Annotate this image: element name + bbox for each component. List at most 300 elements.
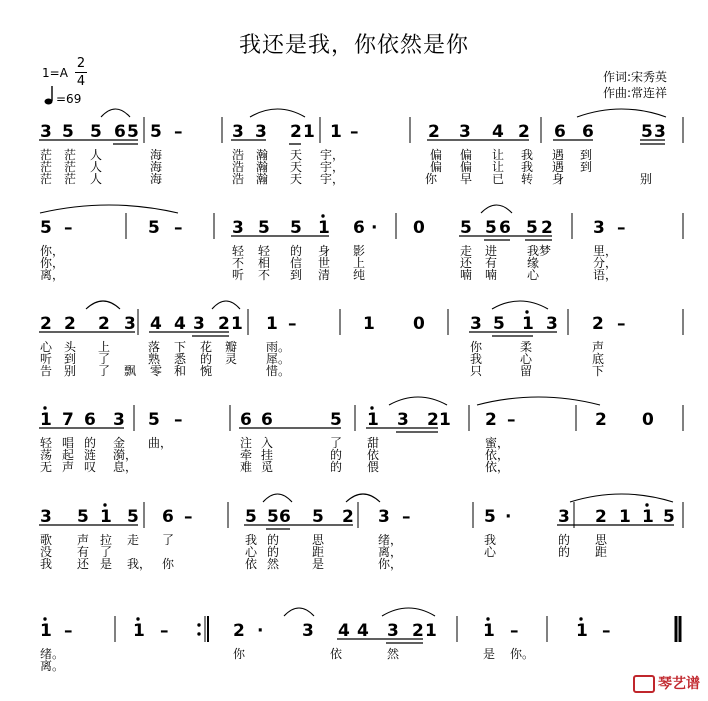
note: 0 bbox=[642, 410, 654, 430]
lyric-char: 走 bbox=[460, 244, 473, 258]
slur bbox=[250, 109, 305, 117]
note: 6 bbox=[554, 122, 566, 142]
lyric-char: 转 bbox=[521, 172, 534, 186]
note: · bbox=[371, 218, 378, 238]
note: 3 bbox=[40, 507, 52, 527]
lyric-char: 到 bbox=[64, 352, 77, 366]
lyric-char: 底 bbox=[592, 352, 605, 366]
note: – bbox=[617, 314, 626, 334]
lyric-char: 不 bbox=[258, 268, 271, 282]
lyric-char: 海 bbox=[150, 172, 163, 186]
lyric-char: 曲， bbox=[148, 436, 173, 450]
note: 1 bbox=[100, 507, 112, 527]
slur bbox=[346, 494, 380, 502]
lyric-char: 了 bbox=[330, 436, 343, 450]
note: 6 bbox=[499, 218, 511, 238]
lyric-char: 声 bbox=[77, 533, 90, 547]
lyric-char: 相 bbox=[258, 256, 271, 270]
lyric-char: 熟 bbox=[148, 352, 161, 366]
note: 5 bbox=[148, 218, 160, 238]
note: 3 bbox=[654, 122, 666, 142]
note: 5 bbox=[663, 507, 675, 527]
lyric-char: 让 bbox=[492, 148, 505, 162]
note: 2 bbox=[412, 621, 424, 641]
note: 5 bbox=[62, 122, 74, 142]
lyric-char: 世 bbox=[318, 256, 331, 270]
lyric-char: 影 bbox=[353, 244, 366, 258]
lyric-char: 你 bbox=[470, 340, 483, 354]
note: 6 bbox=[114, 122, 126, 142]
lyric-char: 雨。 bbox=[266, 340, 291, 354]
lyric-char: 浩 bbox=[232, 148, 245, 162]
lyric-char: 的 bbox=[330, 460, 343, 474]
note: 4 bbox=[150, 314, 162, 334]
lyric-char: 茫 bbox=[64, 172, 77, 186]
note: 3 bbox=[113, 410, 125, 430]
note: 5 bbox=[312, 507, 324, 527]
lyric-char: 的 bbox=[267, 545, 280, 559]
time-signature-bottom: 4 bbox=[76, 74, 86, 89]
note: 2 bbox=[290, 122, 302, 142]
lyric-char: 人 bbox=[90, 172, 103, 186]
note: 5 bbox=[258, 218, 270, 238]
note: 1 bbox=[231, 314, 243, 334]
note: 2 bbox=[595, 507, 607, 527]
note: 2 bbox=[428, 122, 440, 142]
lyric-char: 你 bbox=[425, 172, 438, 186]
lyric-char: 没 bbox=[40, 545, 53, 559]
lyric-char: 我， bbox=[127, 557, 152, 571]
lyric-char: 依 bbox=[245, 557, 258, 571]
slur bbox=[284, 608, 314, 616]
lyric-char: 是 bbox=[312, 557, 325, 571]
lyric-char: 瓣 bbox=[225, 340, 238, 354]
note: 5 bbox=[290, 218, 302, 238]
note: – bbox=[602, 621, 611, 641]
lyric-char: 惜。 bbox=[266, 364, 291, 378]
lyric-char: 依 bbox=[330, 647, 343, 661]
note: 2 bbox=[541, 218, 553, 238]
lyric-char: 心 bbox=[484, 545, 497, 559]
note: 1 bbox=[330, 122, 342, 142]
lyric-char: 偏 bbox=[430, 148, 443, 162]
composer-credit: 作曲:常连祥 bbox=[603, 86, 668, 100]
slur bbox=[577, 109, 666, 117]
lyric-char: 还 bbox=[460, 256, 473, 270]
lyric-char: 声 bbox=[62, 460, 75, 474]
note: 6 bbox=[279, 507, 291, 527]
lyric-char: 飘 bbox=[124, 364, 137, 378]
lyric-char: 让 bbox=[492, 160, 505, 174]
lyric-char: 我 bbox=[470, 352, 483, 366]
lyric-char: 息， bbox=[113, 460, 138, 474]
note: 5 bbox=[127, 507, 139, 527]
lyric-char: 喃 bbox=[460, 268, 473, 282]
lyric-char: 惋 bbox=[200, 364, 213, 378]
note: 5 bbox=[526, 218, 538, 238]
lyric-char: 了 bbox=[98, 352, 111, 366]
lyric-char: 叹 bbox=[84, 460, 97, 474]
note: 5 bbox=[90, 122, 102, 142]
lyric-char: 距 bbox=[312, 545, 325, 559]
note: – bbox=[174, 218, 183, 238]
lyric-char: 偏 bbox=[430, 160, 443, 174]
note: 5 bbox=[493, 314, 505, 334]
lyric-char: 海 bbox=[150, 148, 163, 162]
octave-dot bbox=[645, 503, 648, 506]
lyric-char: 还 bbox=[77, 557, 90, 571]
note: 5 bbox=[484, 507, 496, 527]
lyric-char: 甜 bbox=[367, 436, 380, 450]
lyric-char: 和 bbox=[174, 364, 187, 378]
note: 1 bbox=[133, 621, 145, 641]
octave-dot bbox=[136, 617, 139, 620]
lyric-char: 遇 bbox=[552, 160, 565, 174]
lyric-char: 已 bbox=[492, 172, 505, 186]
note: – bbox=[64, 621, 73, 641]
note: 5 bbox=[460, 218, 472, 238]
lyric-char: 绪。 bbox=[40, 647, 65, 661]
lyric-char: 漪， bbox=[113, 448, 138, 462]
note: 1 bbox=[367, 410, 379, 430]
octave-dot bbox=[103, 503, 106, 506]
lyric-char: 轻 bbox=[258, 244, 271, 258]
note: 4 bbox=[492, 122, 504, 142]
note: – bbox=[160, 621, 169, 641]
octave-dot bbox=[579, 617, 582, 620]
lyric-char: 是 bbox=[483, 647, 496, 661]
note: 1 bbox=[619, 507, 631, 527]
lyric-char: 金 bbox=[113, 436, 126, 450]
lyric-char: 下 bbox=[174, 340, 187, 354]
lyric-char: 荡 bbox=[40, 448, 53, 462]
note: 3 bbox=[470, 314, 482, 334]
lyric-char: 心 bbox=[245, 545, 258, 559]
lyric-char: 瀚 bbox=[256, 172, 269, 186]
lyric-char: 到 bbox=[290, 268, 303, 282]
note: 1 bbox=[40, 621, 52, 641]
lyric-char: 清 bbox=[318, 268, 331, 282]
lyric-char: 别 bbox=[640, 172, 653, 186]
lyric-char: 蜜， bbox=[485, 436, 510, 450]
note: 0 bbox=[413, 218, 425, 238]
lyric-char: 然 bbox=[387, 647, 400, 661]
lyric-char: 我 bbox=[521, 148, 534, 162]
lyric-char: 有 bbox=[485, 256, 498, 270]
song-title: 我还是我，你依然是你 bbox=[238, 33, 469, 58]
lyric-char: 难 bbox=[240, 460, 253, 474]
lyric-char: 瀚 bbox=[256, 160, 269, 174]
lyric-char: 身 bbox=[318, 244, 331, 258]
note: 2 bbox=[98, 314, 110, 334]
time-signature-top: 2 bbox=[76, 56, 86, 71]
note: 2 bbox=[218, 314, 230, 334]
lyric-char: 离， bbox=[40, 268, 65, 282]
lyric-char: 你 bbox=[233, 647, 246, 661]
lyric-char: 思 bbox=[595, 533, 608, 547]
lyric-char: 犀。 bbox=[266, 352, 291, 366]
lyric-char: 遇 bbox=[552, 148, 565, 162]
lyric-char: 我 bbox=[245, 533, 258, 547]
slur bbox=[86, 301, 120, 309]
lyric-char: 告 bbox=[40, 364, 53, 378]
note: 5 bbox=[77, 507, 89, 527]
lyric-char: 身 bbox=[552, 172, 565, 186]
slur bbox=[263, 494, 292, 502]
note: 1 bbox=[576, 621, 588, 641]
note: 1 bbox=[363, 314, 375, 334]
lyric-char: 的 bbox=[558, 545, 571, 559]
note: 3 bbox=[593, 218, 605, 238]
note: 3 bbox=[558, 507, 570, 527]
lyric-char: 浩 bbox=[232, 172, 245, 186]
lyric-char: 离， bbox=[378, 545, 403, 559]
note: 6 bbox=[353, 218, 365, 238]
note: – bbox=[402, 507, 411, 527]
slur bbox=[101, 109, 130, 117]
note: 4 bbox=[338, 621, 350, 641]
slur bbox=[389, 397, 447, 405]
lyric-char: 茫 bbox=[64, 160, 77, 174]
note: 3 bbox=[40, 122, 52, 142]
lyric-char: 我 bbox=[40, 557, 53, 571]
lyric-char: 我梦 bbox=[527, 244, 552, 258]
note: 5 bbox=[330, 410, 342, 430]
note: 6 bbox=[261, 410, 273, 430]
note: 2 bbox=[233, 621, 245, 641]
note: 1 bbox=[642, 507, 654, 527]
note: 3 bbox=[397, 410, 409, 430]
lyric-char: 声 bbox=[592, 340, 605, 354]
note: 3 bbox=[232, 122, 244, 142]
octave-dot bbox=[43, 406, 46, 409]
lyric-char: 瀚 bbox=[256, 148, 269, 162]
lyric-char: 信 bbox=[290, 256, 303, 270]
lyric-char: 纯 bbox=[353, 268, 366, 282]
logo-icon bbox=[633, 675, 655, 693]
key-signature: 1=A bbox=[42, 66, 68, 80]
lyric-char: 拉 bbox=[100, 533, 113, 547]
note: 2 bbox=[342, 507, 354, 527]
note: 1 bbox=[40, 410, 52, 430]
lyric-char: 绪， bbox=[378, 533, 403, 547]
note: 3 bbox=[124, 314, 136, 334]
note: 2 bbox=[485, 410, 497, 430]
lyric-char: 距 bbox=[595, 545, 608, 559]
note: 2 bbox=[592, 314, 604, 334]
note: – bbox=[64, 218, 73, 238]
lyric-char: 到 bbox=[580, 148, 593, 162]
note: 6 bbox=[240, 410, 252, 430]
note: – bbox=[288, 314, 297, 334]
lyric-char: 你 bbox=[162, 557, 175, 571]
note: 0 bbox=[413, 314, 425, 334]
lyric-char: 我 bbox=[484, 533, 497, 547]
lyricist-credit: 作词:宋秀英 bbox=[603, 70, 668, 84]
lyric-char: 然 bbox=[267, 557, 280, 571]
note: 1 bbox=[318, 218, 330, 238]
lyric-char: 的 bbox=[200, 352, 213, 366]
slur bbox=[212, 301, 240, 309]
note: 1 bbox=[522, 314, 534, 334]
note: 3 bbox=[387, 621, 399, 641]
note: – bbox=[510, 621, 519, 641]
lyric-char: 唱 bbox=[62, 436, 75, 450]
lyric-char: 偏 bbox=[460, 148, 473, 162]
note: 5 bbox=[245, 507, 257, 527]
lyric-char: 心 bbox=[527, 268, 540, 282]
octave-dot bbox=[321, 214, 324, 217]
lyric-char: 心 bbox=[520, 352, 533, 366]
note: 1 bbox=[266, 314, 278, 334]
note: 1 bbox=[439, 410, 451, 430]
note: 3 bbox=[546, 314, 558, 334]
slur bbox=[570, 494, 673, 502]
note: 2 bbox=[40, 314, 52, 334]
lyric-char: 你。 bbox=[510, 647, 535, 661]
lyric-char: 天 bbox=[290, 160, 303, 174]
note: 3 bbox=[378, 507, 390, 527]
lyric-char: 悉 bbox=[174, 352, 187, 366]
lyric-char: 无 bbox=[40, 460, 53, 474]
note: 2 bbox=[518, 122, 530, 142]
repeat-dot bbox=[197, 632, 200, 635]
lyric-char: 下 bbox=[592, 364, 605, 378]
lyric-char: 是 bbox=[100, 557, 113, 571]
note: 4 bbox=[357, 621, 369, 641]
note: – bbox=[174, 410, 183, 430]
lyric-char: 喃 bbox=[485, 268, 498, 282]
slur bbox=[481, 205, 512, 213]
note: 7 bbox=[62, 410, 74, 430]
note: 5 bbox=[485, 218, 497, 238]
note: 5 bbox=[148, 410, 160, 430]
lyric-char: 头 bbox=[64, 340, 77, 354]
lyric-char: 轻 bbox=[40, 436, 53, 450]
note: 5 bbox=[127, 122, 139, 142]
lyric-char: 牵 bbox=[240, 448, 253, 462]
lyric-char: 灵 bbox=[225, 352, 238, 366]
tempo-value: =69 bbox=[56, 92, 82, 106]
lyric-char: 依， bbox=[485, 460, 510, 474]
lyric-char: 缘 bbox=[527, 256, 540, 270]
lyric-char: 里， bbox=[593, 244, 618, 258]
slur bbox=[40, 205, 178, 213]
lyric-char: 的 bbox=[84, 436, 97, 450]
lyric-char: 上 bbox=[98, 340, 111, 354]
lyric-char: 心 bbox=[40, 340, 53, 354]
lyric-char: 起 bbox=[62, 448, 75, 462]
lyric-char: 依， bbox=[485, 448, 510, 462]
lyric-char: 歌 bbox=[40, 533, 53, 547]
lyric-char: 到 bbox=[580, 160, 593, 174]
lyric-char: 你， bbox=[40, 256, 65, 270]
lyric-char: 留 bbox=[520, 364, 533, 378]
lyric-char: 茫 bbox=[40, 160, 53, 174]
lyric-char: 了 bbox=[162, 533, 175, 547]
lyric-char: 只 bbox=[470, 364, 483, 378]
lyric-char: 茫 bbox=[64, 148, 77, 162]
lyric-char: 分， bbox=[593, 256, 618, 270]
note: – bbox=[617, 218, 626, 238]
lyric-char: 茫 bbox=[40, 172, 53, 186]
note: 1 bbox=[483, 621, 495, 641]
lyric-char: 依 bbox=[367, 448, 380, 462]
lyric-char: 思 bbox=[312, 533, 325, 547]
note: 5 bbox=[150, 122, 162, 142]
watermark-logo bbox=[633, 673, 700, 693]
watermark-text: 琴艺谱 bbox=[658, 676, 700, 692]
note: 2 bbox=[595, 410, 607, 430]
lyric-char: 落 bbox=[148, 340, 161, 354]
lyric-char: 你， bbox=[378, 557, 403, 571]
lyric-char: 进 bbox=[485, 244, 498, 258]
slur bbox=[382, 608, 435, 616]
note: 5 bbox=[641, 122, 653, 142]
note: 3 bbox=[193, 314, 205, 334]
lyric-char: 花 bbox=[200, 340, 213, 354]
lyric-char: 的 bbox=[330, 448, 343, 462]
slur bbox=[477, 397, 600, 405]
note: · bbox=[505, 507, 512, 527]
note: 3 bbox=[255, 122, 267, 142]
lyric-char: 挂 bbox=[261, 448, 274, 462]
octave-dot bbox=[525, 310, 528, 313]
lyric-char: 上 bbox=[353, 256, 366, 270]
lyric-char: 你， bbox=[40, 244, 65, 258]
lyric-char: 天 bbox=[290, 172, 303, 186]
note: 6 bbox=[582, 122, 594, 142]
note: – bbox=[174, 122, 183, 142]
lyric-char: 的 bbox=[267, 533, 280, 547]
note: – bbox=[350, 122, 359, 142]
note: – bbox=[507, 410, 516, 430]
lyric-char: 浩 bbox=[232, 160, 245, 174]
lyric-char: 有 bbox=[77, 545, 90, 559]
note: · bbox=[257, 621, 264, 641]
lyric-char: 我 bbox=[521, 160, 534, 174]
note: 3 bbox=[302, 621, 314, 641]
lyric-char: 别 bbox=[64, 364, 77, 378]
lyric-char: 人 bbox=[90, 148, 103, 162]
note: 2 bbox=[64, 314, 76, 334]
octave-dot bbox=[43, 617, 46, 620]
lyric-char: 轻 bbox=[232, 244, 245, 258]
lyric-char: 宇， bbox=[320, 172, 345, 186]
note: 5 bbox=[40, 218, 52, 238]
lyric-char: 听 bbox=[232, 268, 245, 282]
lyric-char: 偎 bbox=[367, 460, 380, 474]
slur bbox=[492, 301, 548, 309]
lyric-char: 了 bbox=[98, 364, 111, 378]
lyric-char: 早 bbox=[460, 172, 473, 186]
lyric-char: 天 bbox=[290, 148, 303, 162]
note: 5 bbox=[267, 507, 279, 527]
lyric-char: 觅 bbox=[261, 460, 274, 474]
lyric-char: 语， bbox=[593, 268, 618, 282]
lyric-char: 的 bbox=[290, 244, 303, 258]
note: 4 bbox=[174, 314, 186, 334]
lyric-char: 走 bbox=[127, 533, 140, 547]
note: 1 bbox=[425, 621, 437, 641]
repeat-dot bbox=[197, 623, 200, 626]
lyric-char: 的 bbox=[558, 533, 571, 547]
octave-dot bbox=[370, 406, 373, 409]
lyric-char: 零 bbox=[150, 364, 163, 378]
octave-dot bbox=[486, 617, 489, 620]
note: – bbox=[184, 507, 193, 527]
lyric-char: 入 bbox=[261, 436, 274, 450]
